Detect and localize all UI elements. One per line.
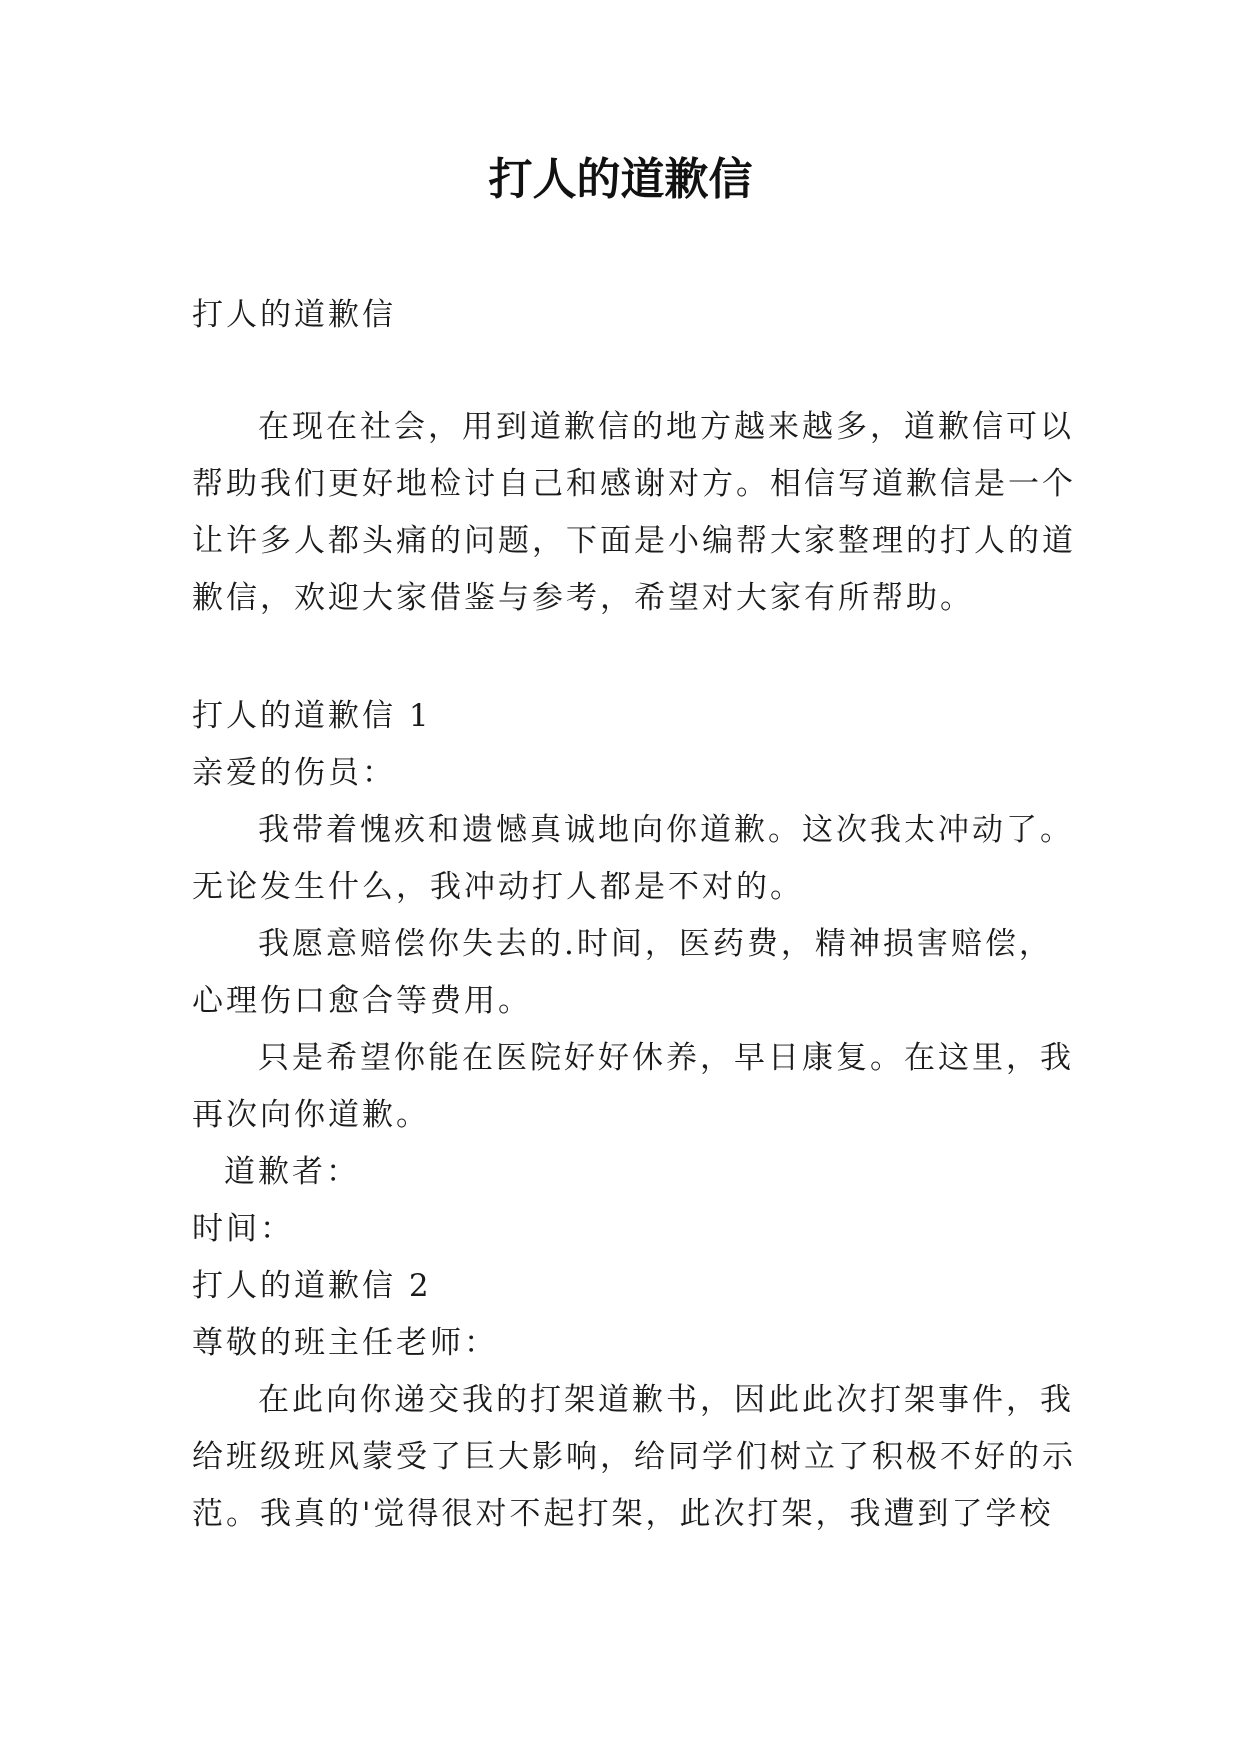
letter2-heading: 打人的道歉信 2 [192, 1268, 432, 1304]
letter1-salutation: 亲爱的伤员： [192, 755, 396, 791]
letter2-paragraph-line: 在此向你递交我的打架道歉书，因此此次打架事件，我 [258, 1382, 1074, 1418]
letter1-heading: 打人的道歉信 1 [192, 698, 432, 734]
intro-line: 帮助我们更好地检讨自己和感谢对方。相信写道歉信是一个 [192, 466, 1076, 502]
document-title: 打人的道歉信 [488, 154, 753, 205]
letter2-paragraph-line: 范。我真的'觉得很对不起打架，此次打架，我遭到了学校 [192, 1496, 1054, 1532]
document-subtitle: 打人的道歉信 [192, 297, 396, 333]
intro-line: 让许多人都头痛的问题，下面是小编帮大家整理的打人的道 [192, 523, 1076, 559]
letter1-signer: 道歉者： [224, 1154, 360, 1190]
letter1-paragraph-line: 只是希望你能在医院好好休养，早日康复。在这里，我 [258, 1040, 1074, 1076]
letter1-paragraph-line: 再次向你道歉。 [192, 1097, 430, 1133]
intro-line: 在现在社会，用到道歉信的地方越来越多，道歉信可以 [258, 409, 1074, 445]
intro-line: 歉信，欢迎大家借鉴与参考，希望对大家有所帮助。 [192, 580, 974, 616]
letter1-time: 时间： [192, 1211, 294, 1247]
letter1-paragraph-line: 无论发生什么，我冲动打人都是不对的。 [192, 869, 804, 905]
letter1-paragraph-line: 我带着愧疚和遗憾真诚地向你道歉。这次我太冲动了。 [258, 812, 1074, 848]
letter1-paragraph-line: 心理伤口愈合等费用。 [192, 983, 532, 1019]
letter1-paragraph-line: 我愿意赔偿你失去的.时间，医药费，精神损害赔偿， [258, 926, 1053, 962]
letter2-salutation: 尊敬的班主任老师： [192, 1325, 498, 1361]
letter2-paragraph-line: 给班级班风蒙受了巨大影响，给同学们树立了积极不好的示 [192, 1439, 1076, 1475]
